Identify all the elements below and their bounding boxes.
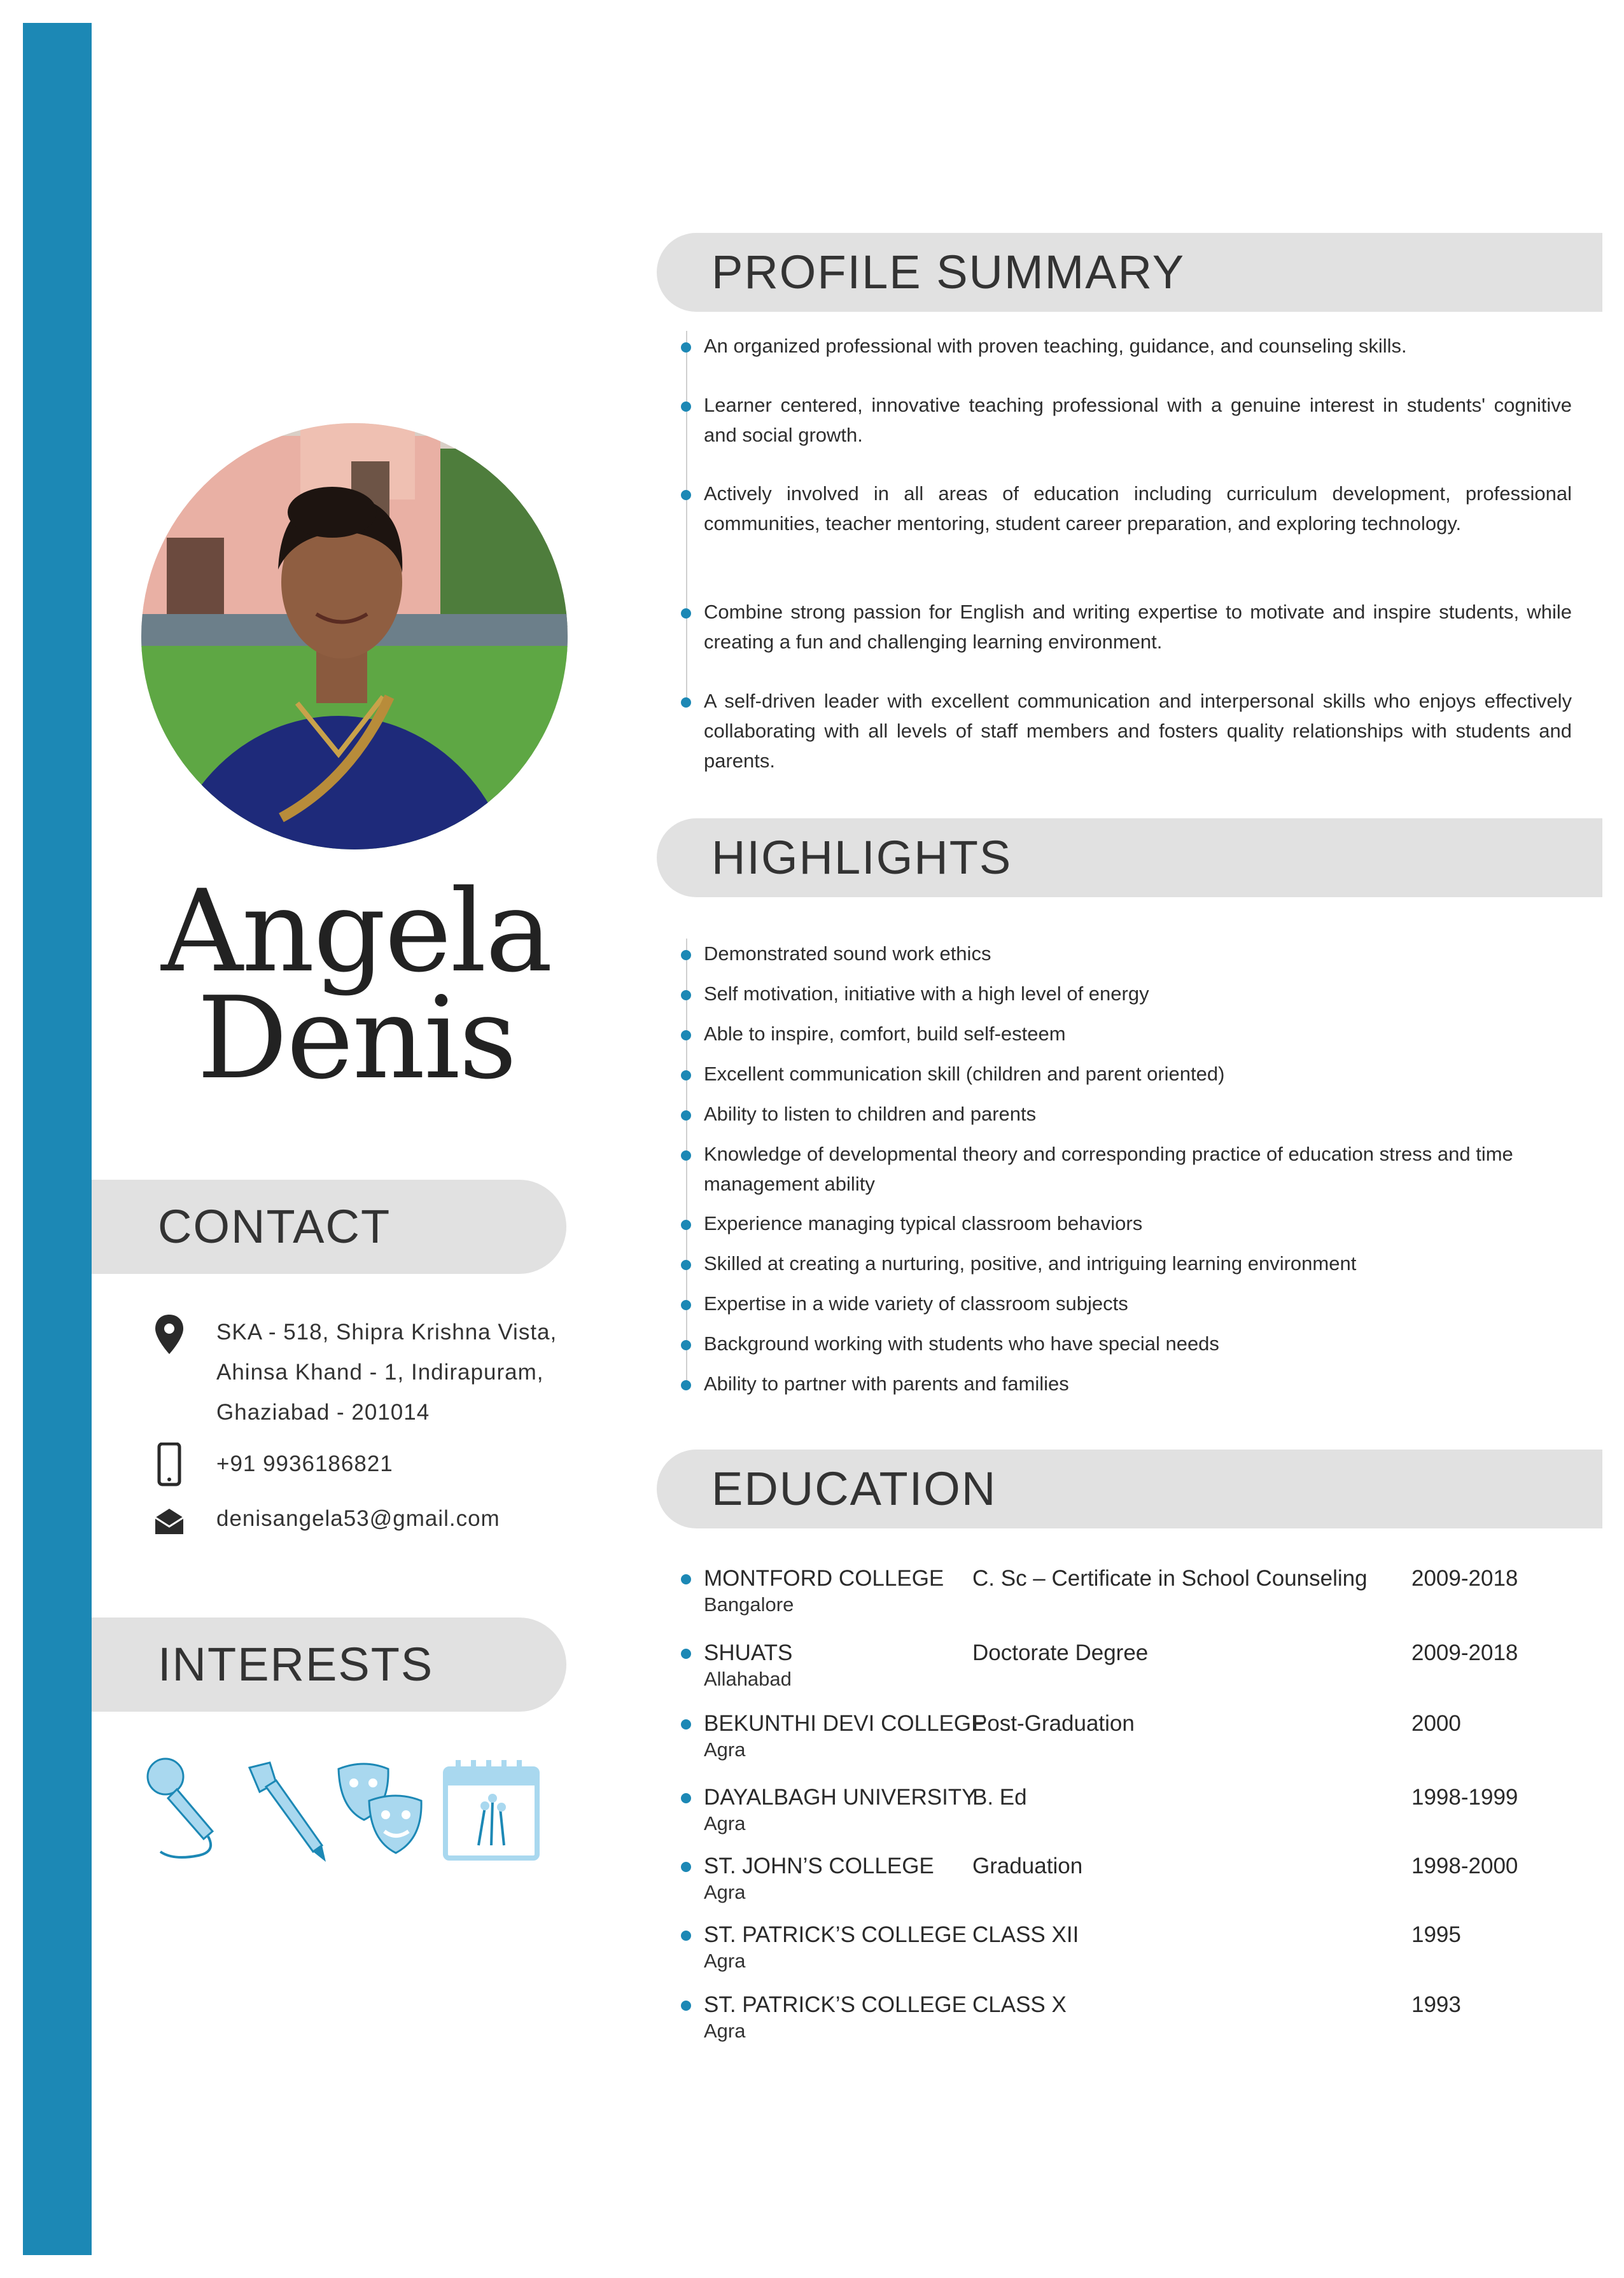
profile-photo	[141, 423, 568, 849]
timeline-line	[686, 939, 687, 1384]
bullet-dot	[681, 1931, 691, 1941]
last-name: Denis	[197, 972, 516, 1104]
education-row	[681, 1709, 1604, 1773]
years: 2009-2018	[1411, 1566, 1518, 1591]
bullet-dot	[681, 2001, 691, 2011]
microphone-icon	[141, 1756, 237, 1864]
institution-city: Bangalore	[704, 1593, 794, 1616]
highlights-heading: HIGHLIGHTS	[657, 818, 1602, 897]
education-row	[681, 1639, 1604, 1702]
bullet-dot	[681, 950, 691, 960]
institution: DAYALBAGH UNIVERSITY	[704, 1785, 977, 1810]
years: 1998-2000	[1411, 1854, 1518, 1878]
bullet-dot	[681, 1220, 691, 1230]
bullet-dot	[681, 1260, 691, 1270]
years: 1993	[1411, 1992, 1461, 2017]
address-line-3: Ghaziabad - 201014	[216, 1400, 430, 1425]
address-line-1: SKA - 518, Shipra Krishna Vista,	[216, 1320, 557, 1345]
years: 2000	[1411, 1711, 1461, 1736]
institution: ST. PATRICK’S COLLEGE	[704, 1992, 967, 2017]
degree: Graduation	[972, 1854, 1083, 1878]
first-name: Angela	[161, 865, 552, 997]
institution-city: Agra	[704, 1738, 746, 1761]
years: 1995	[1411, 1922, 1461, 1947]
bullet-dot	[681, 990, 691, 1000]
degree: CLASS XII	[972, 1922, 1079, 1947]
bullet-dot	[681, 342, 691, 353]
bullet-dot	[681, 1110, 691, 1121]
institution: MONTFORD COLLEGE	[704, 1566, 944, 1591]
institution-city: Agra	[704, 2020, 746, 2042]
bullet-dot	[681, 1380, 691, 1390]
envelope-icon	[153, 1499, 186, 1544]
bullet-dot	[681, 1300, 691, 1310]
bullet-dot	[681, 1862, 691, 1872]
theater-masks-icon	[332, 1756, 428, 1864]
institution-city: Allahabad	[704, 1668, 792, 1690]
bullet-dot	[681, 1574, 691, 1584]
bullet-dot	[681, 1070, 691, 1080]
institution-city: Agra	[704, 1881, 746, 1903]
institution: ST. PATRICK’S COLLEGE	[704, 1922, 967, 1947]
email-address[interactable]: denisangela53@gmail.com	[216, 1506, 500, 1531]
education-row	[681, 1990, 1604, 2054]
degree: C. Sc – Certificate in School Counseling	[972, 1566, 1368, 1591]
education-row	[681, 1852, 1604, 1915]
education-row	[681, 1920, 1604, 1984]
bullet-dot	[681, 1340, 691, 1350]
institution: SHUATS	[704, 1640, 793, 1665]
institution: ST. JOHN’S COLLEGE	[704, 1854, 934, 1878]
profile-summary-heading: PROFILE SUMMARY	[657, 233, 1602, 312]
bullet-dot	[681, 1719, 691, 1729]
education-heading: EDUCATION	[657, 1450, 1602, 1528]
bullet-dot	[681, 608, 691, 618]
degree: Doctorate Degree	[972, 1640, 1149, 1665]
contact-address	[153, 1312, 585, 1439]
phone-number: +91 9936186821	[216, 1451, 393, 1476]
institution-city: Agra	[704, 1812, 746, 1834]
pen-nib-icon	[237, 1756, 332, 1864]
degree: B. Ed	[972, 1785, 1027, 1810]
interest-icons	[141, 1756, 587, 1877]
bullet-dot	[681, 490, 691, 500]
bullet-dot	[681, 402, 691, 412]
bullet-dot	[681, 1649, 691, 1659]
timeline-line	[686, 331, 687, 700]
calendar-event-icon	[440, 1756, 542, 1864]
degree: CLASS X	[972, 1992, 1067, 2017]
bullet-dot	[681, 697, 691, 708]
bullet-dot	[681, 1150, 691, 1161]
education-row	[681, 1783, 1604, 1847]
candidate-name	[95, 865, 617, 1104]
mobile-phone-icon	[153, 1443, 186, 1488]
degree: Post-Graduation	[972, 1711, 1135, 1736]
bullet-dot	[681, 1030, 691, 1040]
education-row	[681, 1564, 1604, 1628]
location-pin-icon	[153, 1312, 186, 1358]
bullet-dot	[681, 1793, 691, 1803]
contact-email	[153, 1499, 585, 1544]
institution-city: Agra	[704, 1950, 746, 1972]
years: 1998-1999	[1411, 1785, 1518, 1810]
years: 2009-2018	[1411, 1640, 1518, 1665]
contact-phone	[153, 1443, 585, 1488]
contact-heading: CONTACT	[92, 1180, 566, 1274]
accent-sidebar	[23, 23, 92, 2255]
institution: BEKUNTHI DEVI COLLEGE	[704, 1711, 986, 1736]
address-line-2: Ahinsa Khand - 1, Indirapuram,	[216, 1360, 544, 1385]
interests-heading: INTERESTS	[92, 1618, 566, 1712]
